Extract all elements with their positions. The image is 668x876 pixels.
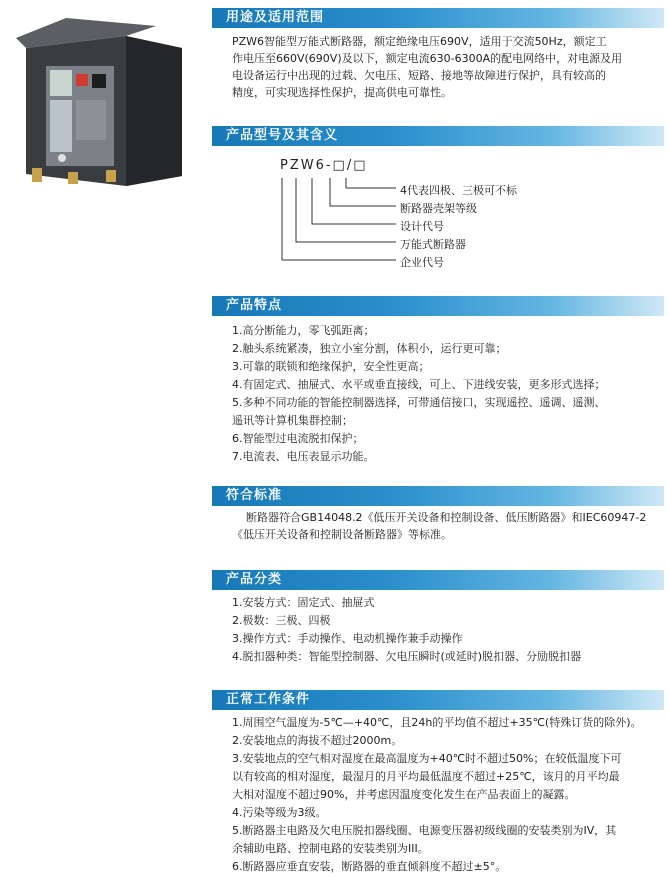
section-title-standards: 符合标准: [212, 486, 664, 506]
list-item: 2.安装地点的海拔不超过2000m。: [232, 734, 403, 747]
list-item: 5.断路器主电路及欠电压脱扣器线圈、电源变压器初级线圈的安装类别为IV，其: [232, 824, 617, 837]
features-list: [232, 322, 652, 466]
section-title-model: 产品型号及其含义: [212, 126, 664, 146]
section-title-conditions: 正常工作条件: [212, 690, 664, 710]
list-item: 6.断路器应垂直安装，断路器的垂直倾斜度不超过±5°。: [232, 860, 507, 873]
list-item: 以有较高的相对湿度，最湿月的月平均最低温度不超过+25℃，该月的月平均最: [232, 770, 620, 783]
circuit-breaker-image: [6, 8, 196, 188]
model-label-type: 万能式断路器: [400, 238, 466, 251]
list-item: 2.极数：三极、四极: [232, 614, 331, 627]
conditions-list: [232, 714, 652, 876]
list-item: 4.脱扣器种类：智能型控制器、欠电压瞬时(或延时)脱扣器、分励脱扣器: [232, 650, 582, 663]
list-item: 3.操作方式：手动操作、电动机操作兼手动操作: [232, 632, 463, 645]
model-label-design: 设计代号: [400, 220, 444, 233]
model-label-company: 企业代号: [400, 256, 444, 269]
standards-line-1: 断路器符合GB14048.2《低压开关设备和控制设备、低压断路器》和IEC60947-2: [246, 511, 647, 524]
list-item: 大相对湿度不超过90%，并考虑因温度变化发生在产品表面上的凝露。: [232, 788, 576, 801]
usage-line-4: 精度，可实现选择性保护，提高供电可靠性。: [232, 86, 452, 99]
model-label-frame: 断路器壳架等级: [400, 202, 477, 215]
list-item: 3.安装地点的空气相对湿度在最高温度为+40℃时不超过50%；在较低温度下可: [232, 752, 622, 765]
model-label-poles: 4代表四极、三极可不标: [400, 184, 517, 197]
list-item: 5.多种不同功能的智能控制器选择，可带通信接口，实现遥控、遥调、遥测、: [232, 396, 606, 409]
section-title-features: 产品特点: [212, 296, 664, 316]
model-code: PZW6-□/□: [280, 158, 368, 173]
section-title-usage: 用途及适用范围: [212, 8, 664, 28]
list-item: 2.触头系统紧凑，独立小室分割，体积小，运行更可靠；: [232, 342, 507, 355]
model-code-tree: [260, 170, 400, 270]
usage-line-1: PZW6智能型万能式断路器，额定绝缘电压690V，适用于交流50Hz，额定工: [232, 35, 607, 48]
list-item: 4.有固定式、抽屉式、水平或垂直接线，可上、下进线安装，更多形式选择；: [232, 378, 606, 391]
list-item: 1.高分断能力，零飞弧距离；: [232, 324, 375, 337]
list-item: 余辅助电路、控制电路的安装类别为III。: [232, 842, 429, 855]
list-item: 遥讯等计算机集群控制；: [232, 414, 353, 427]
list-item: 6.智能型过电流脱扣保护；: [232, 432, 364, 445]
usage-line-3: 电设备运行中出现的过载、欠电压、短路、接地等故障进行保护，具有较高的: [232, 69, 606, 82]
classification-list: [232, 594, 652, 666]
list-item: 3.可靠的联锁和绝缘保护，安全性更高；: [232, 360, 430, 373]
usage-line-2: 作电压至660V(690V)及以下，额定电流630-6300A的配电网络中，对电源及用: [232, 52, 623, 65]
list-item: 4.污染等级为3级。: [232, 806, 327, 819]
list-item: 7.电流表、电压表显示功能。: [232, 450, 375, 463]
list-item: 1.周围空气温度为-5℃—+40℃，且24h的平均值不超过+35℃(特殊订货的除外)。: [232, 716, 642, 729]
list-item: 1.安装方式：固定式、抽屉式: [232, 596, 375, 609]
standards-line-2: 《低压开关设备和控制设备断路器》等标准。: [232, 528, 452, 541]
section-title-classification: 产品分类: [212, 570, 664, 590]
